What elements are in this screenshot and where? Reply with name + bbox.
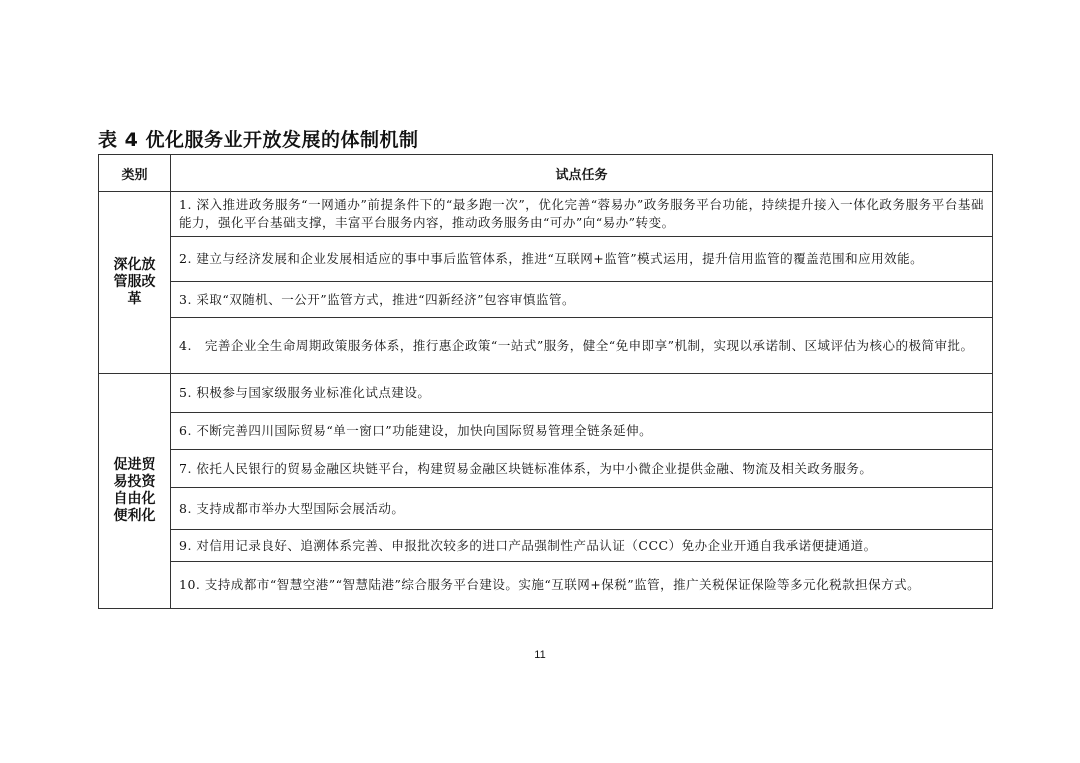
task-item: 1. 深入推进政务服务“一网通办”前提条件下的“最多跑一次”，优化完善“蓉易办”政务服务平台功能，持续提升接入一体化政务服务平台基础能力，强化平台基础支撑，丰富平台服务内容，推动政务服务由“可办”向“易办”转变。	[171, 192, 993, 237]
header-category: 类别	[99, 155, 171, 192]
table-header-row	[99, 155, 993, 192]
task-item: 4. 完善企业全生命周期政策服务体系，推行惠企政策“一站式”服务，健全“免申即享”机制，实现以承诺制、区域评估为核心的极简审批。	[171, 318, 993, 374]
task-item: 8. 支持成都市举办大型国际会展活动。	[171, 488, 993, 530]
table-row	[99, 488, 993, 530]
table-row	[99, 562, 993, 609]
category-cell-reform	[99, 192, 171, 374]
category-label: 促进贸易投资自由化便利化	[113, 457, 156, 524]
policy-table	[98, 154, 993, 609]
page-title: 表 4 优化服务业开放发展的体制机制	[98, 129, 419, 151]
category-cell-trade	[99, 374, 171, 609]
table-row	[99, 237, 993, 282]
category-label: 深化放管服改革	[113, 257, 156, 307]
task-item: 7. 依托人民银行的贸易金融区块链平台，构建贸易金融区块链标准体系，为中小微企业提供金融、物流及相关政务服务。	[171, 450, 993, 488]
table-row	[99, 192, 993, 237]
header-tasks: 试点任务	[171, 155, 993, 192]
page-number: 11	[534, 649, 546, 661]
task-item: 9. 对信用记录良好、追溯体系完善、申报批次较多的进口产品强制性产品认证（CCC）免办企业开通自我承诺便捷通道。	[171, 530, 993, 562]
task-item: 6. 不断完善四川国际贸易“单一窗口”功能建设，加快向国际贸易管理全链条延伸。	[171, 413, 993, 450]
table-row	[99, 374, 993, 413]
task-item: 5. 积极参与国家级服务业标准化试点建设。	[171, 374, 993, 413]
table-row	[99, 413, 993, 450]
task-item: 2. 建立与经济发展和企业发展相适应的事中事后监管体系，推进“互联网+监管”模式运用，提升信用监管的覆盖范围和应用效能。	[171, 237, 993, 282]
table-row	[99, 450, 993, 488]
task-item: 10. 支持成都市“智慧空港”“智慧陆港”综合服务平台建设。实施“互联网+保税”监管，推广关税保证保险等多元化税款担保方式。	[171, 562, 993, 609]
table-row	[99, 318, 993, 374]
table-row	[99, 282, 993, 318]
table-row	[99, 530, 993, 562]
task-item: 3. 采取“双随机、一公开”监管方式，推进“四新经济”包容审慎监管。	[171, 282, 993, 318]
